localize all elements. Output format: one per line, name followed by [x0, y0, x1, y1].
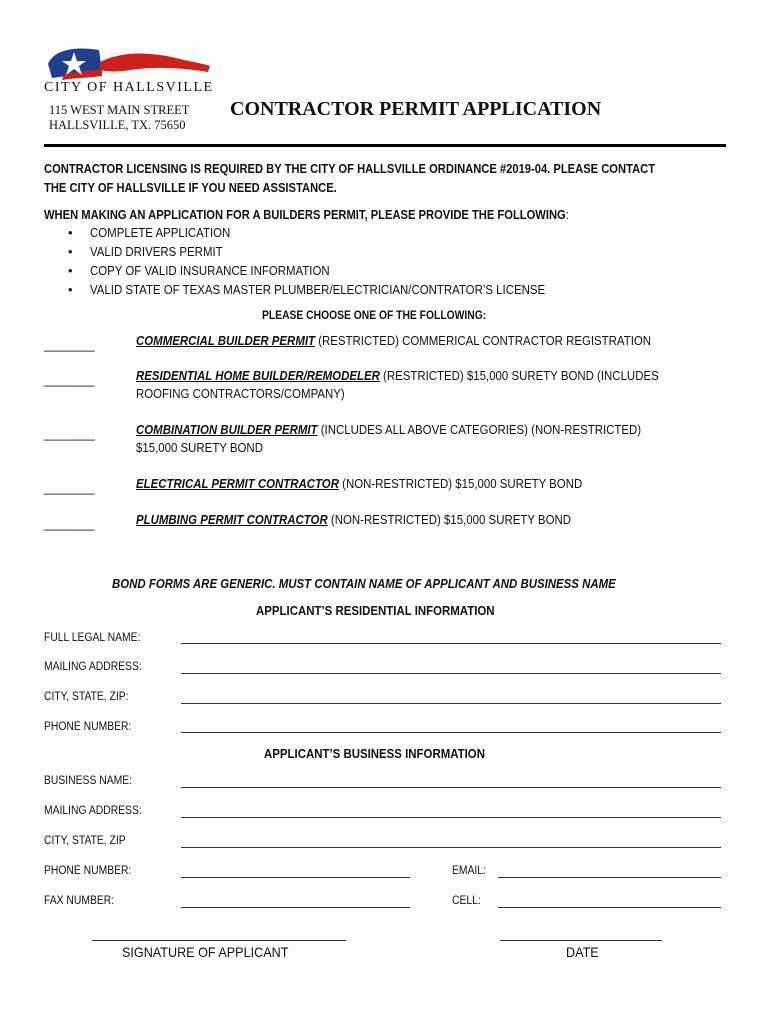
- option-blank-plumbing[interactable]: _______: [44, 516, 95, 531]
- business-info-heading: APPLICANT’S BUSINESS INFORMATION: [264, 746, 485, 761]
- residential-mailing-address-field[interactable]: [181, 673, 721, 674]
- full-legal-name-field[interactable]: [181, 643, 721, 644]
- cell-field[interactable]: [498, 907, 721, 908]
- residential-mailing-address-label: MAILING ADDRESS:: [44, 661, 142, 673]
- flag-red-swoosh: [100, 54, 210, 73]
- signature-field[interactable]: [92, 940, 346, 941]
- signature-label: SIGNATURE OF APPLICANT: [122, 944, 289, 960]
- option-blank-commercial[interactable]: _______: [44, 337, 95, 352]
- business-mailing-address-label: MAILING ADDRESS:: [44, 805, 142, 817]
- business-city-state-zip-field[interactable]: [181, 847, 721, 848]
- residential-phone-label: PHONE NUMBER:: [44, 721, 132, 733]
- option-blank-combination[interactable]: _______: [44, 426, 95, 441]
- residential-city-state-zip-label: CITY, STATE, ZIP:: [44, 691, 129, 703]
- address-street: 115 WEST MAIN STREET: [49, 103, 190, 117]
- cell-label: CELL:: [452, 895, 481, 907]
- page-title: CONTRACTOR PERMIT APPLICATION: [230, 98, 602, 120]
- bullet-icon: •: [68, 263, 73, 278]
- email-label: EMAIL:: [452, 865, 486, 877]
- business-name-label: BUSINESS NAME:: [44, 775, 133, 787]
- email-field[interactable]: [498, 877, 721, 878]
- bullet-icon: •: [68, 225, 73, 240]
- option-plumbing-contractor: PLUMBING PERMIT CONTRACTOR (NON-RESTRICTED) $15,000 SURETY BOND: [136, 512, 571, 527]
- licensing-notice-line2: THE CITY OF HALLSVILLE IF YOU NEED ASSISTANCE.: [44, 180, 337, 195]
- business-phone-field[interactable]: [181, 877, 410, 878]
- business-phone-label: PHONE NUMBER:: [44, 865, 132, 877]
- residential-city-state-zip-field[interactable]: [181, 703, 721, 704]
- option-residential-builder-cont: ROOFING CONTRACTORS/COMPANY): [136, 386, 345, 401]
- bullet-icon: •: [68, 282, 73, 297]
- option-residential-builder: RESIDENTIAL HOME BUILDER/REMODELER (RESTRICTED) $15,000 SURETY BOND (INCLUDES: [136, 368, 659, 383]
- option-combination-builder-cont: $15,000 SURETY BOND: [136, 440, 263, 455]
- licensing-notice-line1: CONTRACTOR LICENSING IS REQUIRED BY THE CITY OF HALLSVILLE ORDINANCE #2019-04. PLEASE CONTACT: [44, 161, 656, 176]
- option-combination-builder: COMBINATION BUILDER PERMIT (INCLUDES ALL ABOVE CATEGORIES) (NON-RESTRICTED): [136, 422, 642, 437]
- bond-forms-note: BOND FORMS ARE GENERIC. MUST CONTAIN NAME OF APPLICANT AND BUSINESS NAME: [112, 576, 616, 591]
- full-legal-name-label: FULL LEGAL NAME:: [44, 632, 141, 644]
- option-blank-electrical[interactable]: _______: [44, 480, 95, 495]
- residential-phone-field[interactable]: [181, 732, 721, 733]
- bullet-icon: •: [68, 244, 73, 259]
- fax-number-label: FAX NUMBER:: [44, 895, 115, 907]
- option-commercial-builder: COMMERCIAL BUILDER PERMIT (RESTRICTED) COMMERICAL CONTRACTOR REGISTRATION: [136, 333, 652, 348]
- header-rule: [44, 144, 726, 147]
- option-blank-residential[interactable]: _______: [44, 372, 95, 387]
- instructions-heading: WHEN MAKING AN APPLICATION FOR A BUILDERS PERMIT, PLEASE PROVIDE THE FOLLOWING:: [44, 207, 569, 222]
- fax-number-field[interactable]: [181, 907, 410, 908]
- address-city: HALLSVILLE, TX. 75650: [49, 118, 186, 132]
- option-electrical-contractor: ELECTRICAL PERMIT CONTRACTOR (NON-RESTRICTED) $15,000 SURETY BOND: [136, 476, 583, 491]
- business-name-field[interactable]: [181, 787, 721, 788]
- business-mailing-address-field[interactable]: [181, 817, 721, 818]
- business-city-state-zip-label: CITY, STATE, ZIP: [44, 835, 126, 847]
- choose-one-label: PLEASE CHOOSE ONE OF THE FOLLOWING:: [262, 308, 487, 322]
- residential-info-heading: APPLICANT’S RESIDENTIAL INFORMATION: [256, 603, 495, 618]
- date-label: DATE: [566, 944, 599, 960]
- city-name: CITY OF HALLSVILLE: [44, 80, 214, 95]
- date-field[interactable]: [500, 940, 662, 941]
